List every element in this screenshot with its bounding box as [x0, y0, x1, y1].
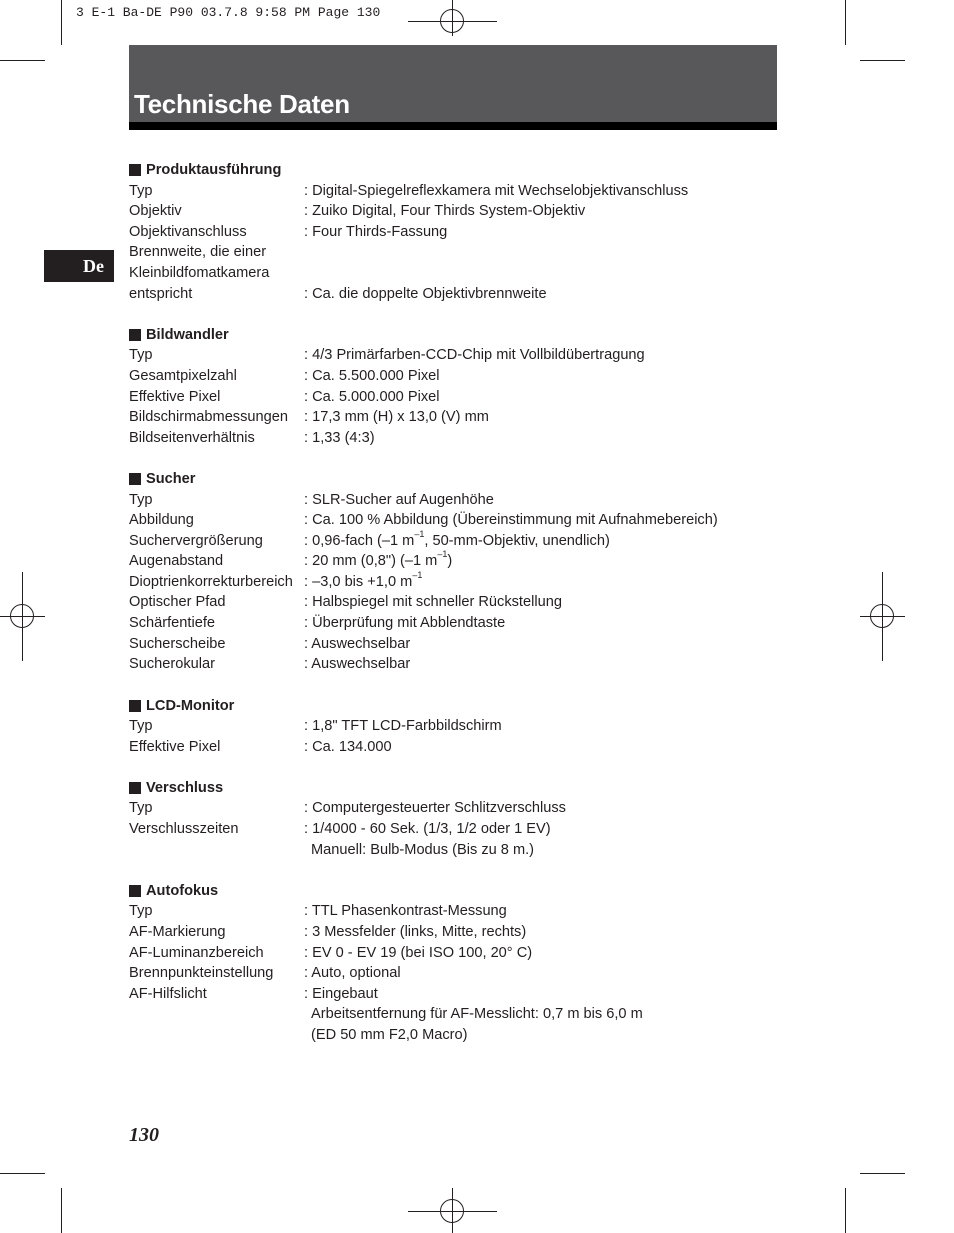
- square-bullet-icon: [129, 700, 141, 712]
- spec-row: [129, 387, 789, 408]
- spec-value-text: : SLR-Sucher auf Augenhöhe: [304, 491, 494, 508]
- spec-value: [304, 428, 789, 449]
- crop-mark: [0, 60, 45, 61]
- spec-value-text: : 3 Messfelder (links, Mitte, rechts): [304, 923, 527, 940]
- spec-label: entspricht: [129, 285, 193, 302]
- print-slug-header: 3 E-1 Ba-DE P90 03.7.8 9:58 PM Page 130: [76, 5, 381, 20]
- section-heading: [129, 469, 789, 490]
- specifications-list: [129, 160, 789, 1066]
- spec-label: Schärfentiefe: [129, 615, 215, 632]
- spec-value: [304, 901, 789, 922]
- spec-value: [304, 490, 789, 511]
- spec-value: [304, 345, 789, 366]
- spec-value: [304, 263, 789, 284]
- spec-row: [129, 407, 789, 428]
- section-heading-text: LCD-Monitor: [146, 697, 235, 714]
- spec-value: [304, 551, 789, 572]
- square-bullet-icon: [129, 782, 141, 794]
- section-heading-text: Autofokus: [146, 883, 219, 900]
- spec-value: [304, 716, 789, 737]
- crop-mark: [845, 1188, 846, 1233]
- spec-value-text: : Ca. die doppelte Objektivbrennweite: [304, 285, 547, 302]
- spec-value: [304, 407, 789, 428]
- spec-row: [129, 551, 789, 572]
- crop-mark: [61, 0, 62, 45]
- spec-value-continuation: (ED 50 mm F2,0 Macro): [311, 1026, 468, 1043]
- spec-value-text: : 20 mm (0,8") (–1 m: [304, 553, 438, 570]
- spec-row: [129, 345, 789, 366]
- spec-value-text: : 4/3 Primärfarben-CCD-Chip mit Vollbildübertragung: [304, 347, 645, 364]
- spec-value: [304, 387, 789, 408]
- spec-value-text: : Auswechselbar: [304, 635, 411, 652]
- spec-value-text: : 0,96-fach (–1 m: [304, 532, 415, 549]
- square-bullet-icon: [129, 885, 141, 897]
- spec-value-text: : 1/4000 - 60 Sek. (1/3, 1/2 oder 1 EV): [304, 821, 551, 837]
- spec-value-text: : Computergesteuerter Schlitzverschluss: [304, 800, 566, 817]
- spec-label: Effektive Pixel: [129, 738, 221, 755]
- spec-row: [129, 510, 789, 531]
- spec-label: Objektiv: [129, 203, 182, 220]
- section-heading: [129, 325, 789, 346]
- spec-row: [129, 242, 789, 263]
- spec-row: [129, 798, 789, 819]
- spec-value-text: : Ca. 100 % Abbildung (Übereinstimmung mit Aufnahmebereich): [304, 512, 718, 529]
- language-tab: De: [44, 250, 114, 282]
- spec-value-text: : Ca. 134.000: [304, 738, 392, 755]
- spec-value: [304, 528, 789, 552]
- square-bullet-icon: [129, 329, 141, 341]
- spec-label: Typ: [129, 182, 153, 199]
- spec-value: [304, 222, 789, 243]
- spec-value-text: : Eingebaut: [304, 985, 378, 1002]
- spec-row: [129, 716, 789, 737]
- spec-value-text: : Überprüfung mit Abblendtaste: [304, 615, 506, 632]
- spec-value-text: : Auto, optional: [304, 965, 401, 982]
- spec-label: Verschlusszeiten: [129, 821, 239, 837]
- spec-value-text: : Auswechselbar: [304, 656, 411, 673]
- spec-value: [304, 737, 789, 758]
- spec-value-text: : Digital-Spiegelreflexkamera mit Wechselobjektivanschluss: [304, 182, 689, 199]
- spec-value: [304, 201, 789, 222]
- spec-value: [304, 366, 789, 387]
- spec-label: Suchervergrößerung: [129, 532, 263, 549]
- spec-section: [129, 469, 789, 675]
- spec-row: [129, 963, 789, 984]
- spec-value: [304, 613, 789, 634]
- spec-row: [129, 528, 789, 552]
- section-heading: [129, 160, 789, 181]
- spec-value-continuation: Arbeitsentfernung für AF-Messlicht: 0,7 m bis 6,0 m: [311, 1006, 643, 1023]
- spec-value: [304, 634, 789, 655]
- spec-row: [129, 634, 789, 655]
- spec-section: [129, 778, 789, 860]
- square-bullet-icon: [129, 164, 141, 176]
- spec-label: AF-Markierung: [129, 923, 226, 940]
- section-heading: [129, 778, 789, 799]
- spec-value: [304, 819, 789, 860]
- registration-mark: [10, 604, 34, 628]
- superscript-exponent: –1: [414, 528, 425, 539]
- spec-value: [304, 572, 789, 593]
- spec-row: [129, 181, 789, 202]
- spec-row: [129, 943, 789, 964]
- spec-label: AF-Hilfslicht: [129, 985, 207, 1002]
- spec-value: [304, 181, 789, 202]
- spec-row: [129, 263, 789, 284]
- spec-value-text: : TTL Phasenkontrast-Messung: [304, 903, 507, 920]
- spec-row: [129, 428, 789, 449]
- spec-label: Abbildung: [129, 512, 194, 529]
- spec-value-text: : Ca. 5.000.000 Pixel: [304, 388, 440, 405]
- title-underline: [129, 122, 777, 130]
- section-heading-text: Bildwandler: [146, 327, 229, 344]
- page-title: Technische Daten: [134, 89, 350, 119]
- spec-value: [304, 963, 789, 984]
- spec-value: [304, 922, 789, 943]
- spec-label: Typ: [129, 347, 153, 364]
- spec-row: [129, 572, 789, 593]
- spec-value: [304, 798, 789, 819]
- spec-row: [129, 819, 789, 860]
- spec-value: [304, 984, 789, 1046]
- spec-value-text: : Four Thirds-Fassung: [304, 223, 448, 240]
- spec-value-text: : 1,33 (4:3): [304, 429, 375, 446]
- spec-value: [304, 510, 789, 531]
- crop-mark: [860, 60, 905, 61]
- spec-label: Effektive Pixel: [129, 388, 221, 405]
- spec-value-text: : 1,8" TFT LCD-Farbbildschirm: [304, 718, 502, 735]
- superscript-exponent: –1: [412, 570, 423, 581]
- spec-label: Optischer Pfad: [129, 594, 226, 611]
- spec-value-text: : –3,0 bis +1,0 m: [304, 573, 413, 590]
- registration-mark: [870, 604, 894, 628]
- crop-mark: [860, 1173, 905, 1174]
- spec-label: Augenabstand: [129, 553, 224, 570]
- spec-label: Dioptrienkorrekturbereich: [129, 573, 293, 590]
- spec-label: Typ: [129, 491, 153, 508]
- spec-row: [129, 901, 789, 922]
- section-heading-text: Produktausführung: [146, 162, 282, 179]
- crop-mark: [61, 1188, 62, 1233]
- crop-mark: [845, 0, 846, 45]
- section-heading-text: Sucher: [146, 471, 196, 488]
- section-heading: [129, 881, 789, 902]
- spec-value: [304, 592, 789, 613]
- spec-row: [129, 922, 789, 943]
- spec-label: Typ: [129, 718, 153, 735]
- spec-label: Brennweite, die einer: [129, 244, 267, 261]
- spec-label: Typ: [129, 800, 153, 817]
- spec-label: Bildseitenverhältnis: [129, 429, 255, 446]
- crop-mark: [0, 1173, 45, 1174]
- spec-label: Bildschirmabmessungen: [129, 409, 288, 426]
- spec-label: Typ: [129, 903, 153, 920]
- spec-row: [129, 366, 789, 387]
- spec-row: [129, 284, 789, 305]
- spec-row: [129, 737, 789, 758]
- spec-value-text: : EV 0 - EV 19 (bei ISO 100, 20° C): [304, 944, 533, 961]
- spec-value: [304, 654, 789, 675]
- spec-label: AF-Luminanzbereich: [129, 944, 264, 961]
- spec-row: [129, 222, 789, 243]
- spec-row: [129, 613, 789, 634]
- spec-row: [129, 592, 789, 613]
- spec-section: [129, 325, 789, 449]
- spec-section: [129, 881, 789, 1046]
- spec-row: [129, 490, 789, 511]
- spec-label: Gesamtpixelzahl: [129, 367, 237, 384]
- spec-value: [304, 284, 789, 305]
- spec-value: [304, 242, 789, 263]
- registration-mark: [440, 9, 464, 33]
- spec-label: Sucherscheibe: [129, 635, 226, 652]
- registration-mark: [440, 1199, 464, 1223]
- page-number: 130: [129, 1124, 159, 1146]
- spec-value-continuation: Manuell: Bulb-Modus (Bis zu 8 m.): [311, 841, 535, 858]
- section-heading-text: Verschluss: [146, 780, 224, 797]
- square-bullet-icon: [129, 473, 141, 485]
- spec-label: Sucherokular: [129, 656, 215, 673]
- spec-section: [129, 160, 789, 304]
- spec-value-text: : Halbspiegel mit schneller Rückstellung: [304, 594, 562, 611]
- spec-section: [129, 695, 789, 757]
- spec-label: Kleinbildfomatkamera: [129, 264, 270, 281]
- spec-value: [304, 943, 789, 964]
- spec-value-text: : Ca. 5.500.000 Pixel: [304, 367, 440, 384]
- spec-row: [129, 984, 789, 1046]
- spec-row: [129, 654, 789, 675]
- section-heading: [129, 695, 789, 716]
- spec-label: Brennpunkteinstellung: [129, 965, 274, 982]
- superscript-exponent: –1: [437, 549, 448, 560]
- spec-value-text: : 17,3 mm (H) x 13,0 (V) mm: [304, 409, 489, 426]
- spec-value-suffix: , 50-mm-Objektiv, unendlich): [424, 532, 610, 549]
- spec-value-suffix: ): [447, 553, 453, 570]
- spec-row: [129, 201, 789, 222]
- spec-label: Objektivanschluss: [129, 223, 247, 240]
- spec-value-text: : Zuiko Digital, Four Thirds System-Objektiv: [304, 203, 586, 220]
